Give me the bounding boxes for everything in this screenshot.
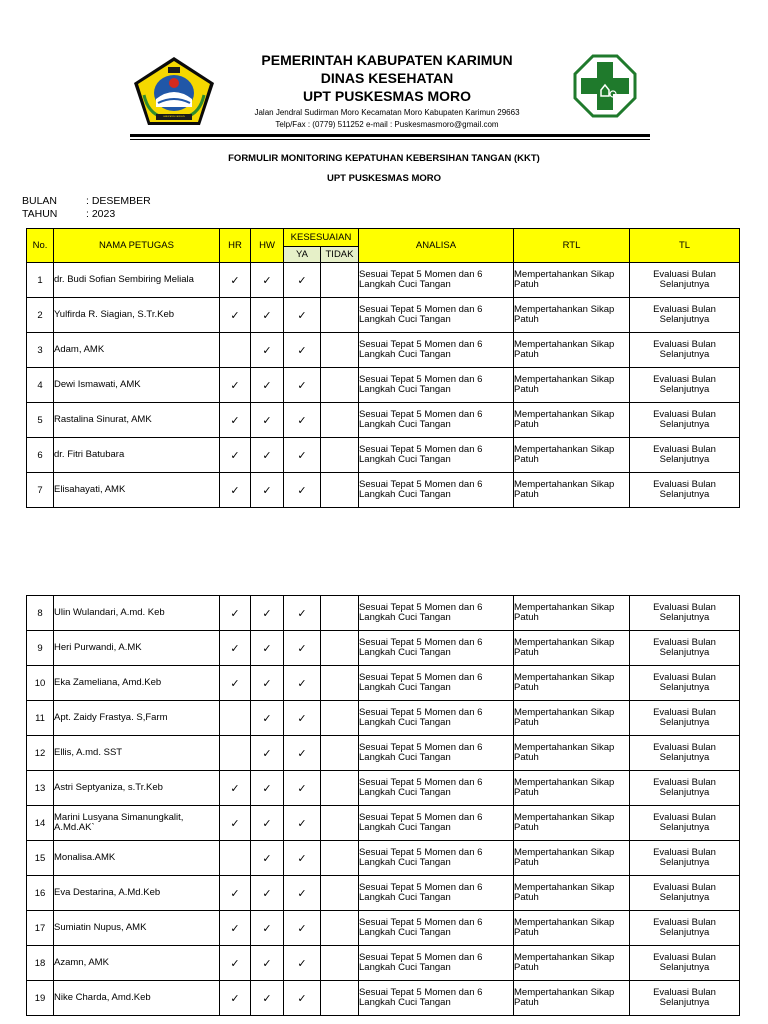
staff-name: Astri Septyaniza, s.Tr.Keb [54,771,220,806]
ya-check: ✓ [284,631,321,666]
tidak-check [321,596,359,631]
tidak-check [321,263,359,298]
rtl-cell: Mempertahankan Sikap Patuh [514,263,630,298]
analisa-cell: Sesuai Tepat 5 Momen dan 6 Langkah Cuci Tangan [359,368,514,403]
row-number: 6 [27,438,54,473]
row-number: 3 [27,333,54,368]
header-institution: UPT PUSKESMAS MORO [302,88,471,104]
rtl-cell: Mempertahankan Sikap Patuh [514,981,630,1016]
col-hr-header: HR [220,229,251,263]
hr-check [220,333,251,368]
tl-cell: Evaluasi Bulan Selanjutnya [630,736,740,771]
analisa-cell: Sesuai Tepat 5 Momen dan 6 Langkah Cuci Tangan [359,666,514,701]
monitoring-table-page-1 [26,228,740,508]
tl-cell: Evaluasi Bulan Selanjutnya [630,841,740,876]
hr-check: ✓ [220,981,251,1016]
hr-check: ✓ [220,876,251,911]
analisa-cell: Sesuai Tepat 5 Momen dan 6 Langkah Cuci Tangan [359,333,514,368]
monitoring-table-page-2 [26,595,740,1016]
col-nama-header: NAMA PETUGAS [54,229,220,263]
tidak-check [321,806,359,841]
analisa-cell: Sesuai Tepat 5 Momen dan 6 Langkah Cuci Tangan [359,806,514,841]
tidak-check [321,911,359,946]
analisa-cell: Sesuai Tepat 5 Momen dan 6 Langkah Cuci Tangan [359,876,514,911]
row-number: 18 [27,946,54,981]
tl-cell: Evaluasi Bulan Selanjutnya [630,368,740,403]
col-kesesuaian-header: KESESUAIAN [284,229,359,247]
row-number: 10 [27,666,54,701]
tidak-check [321,666,359,701]
tl-cell: Evaluasi Bulan Selanjutnya [630,946,740,981]
tl-cell: Evaluasi Bulan Selanjutnya [630,666,740,701]
row-number: 9 [27,631,54,666]
hr-check: ✓ [220,263,251,298]
staff-name: Eka Zameliana, Amd.Keb [54,666,220,701]
row-number: 5 [27,403,54,438]
rtl-cell: Mempertahankan Sikap Patuh [514,631,630,666]
hw-check: ✓ [251,736,284,771]
ya-check: ✓ [284,333,321,368]
staff-name: Monalisa.AMK [54,841,220,876]
tidak-check [321,701,359,736]
form-subtitle: UPT PUSKESMAS MORO [326,173,441,184]
row-number: 17 [27,911,54,946]
col-tidak-header: TIDAK [321,247,359,263]
row-number: 19 [27,981,54,1016]
hr-check: ✓ [220,946,251,981]
header-address: Jalan Jendral Sudirman Moro Kecamatan Moro Kabupaten Karimun 29663 [254,108,520,117]
hr-check: ✓ [220,631,251,666]
bulan-value: : DESEMBER [86,195,151,207]
ya-check: ✓ [284,876,321,911]
rtl-cell: Mempertahankan Sikap Patuh [514,666,630,701]
staff-name: Elisahayati, AMK [54,473,220,508]
header-department: DINAS KESEHATAN [320,70,454,86]
hw-check: ✓ [251,403,284,438]
analisa-cell: Sesuai Tepat 5 Momen dan 6 Langkah Cuci Tangan [359,438,514,473]
hr-check: ✓ [220,806,251,841]
row-number: 2 [27,298,54,333]
hr-check: ✓ [220,911,251,946]
row-number: 8 [27,596,54,631]
hr-check: ✓ [220,438,251,473]
analisa-cell: Sesuai Tepat 5 Momen dan 6 Langkah Cuci Tangan [359,473,514,508]
analisa-cell: Sesuai Tepat 5 Momen dan 6 Langkah Cuci Tangan [359,701,514,736]
staff-name: Adam, AMK [54,333,220,368]
rtl-cell: Mempertahankan Sikap Patuh [514,333,630,368]
table-row [27,368,740,403]
rtl-cell: Mempertahankan Sikap Patuh [514,911,630,946]
tahun-label: TAHUN [22,208,58,220]
tidak-check [321,876,359,911]
table-row [27,473,740,508]
letterhead-rule-thin [130,139,650,140]
analisa-cell: Sesuai Tepat 5 Momen dan 6 Langkah Cuci Tangan [359,771,514,806]
ya-check: ✓ [284,841,321,876]
rtl-cell: Mempertahankan Sikap Patuh [514,298,630,333]
row-number: 14 [27,806,54,841]
analisa-cell: Sesuai Tepat 5 Momen dan 6 Langkah Cuci Tangan [359,946,514,981]
analisa-cell: Sesuai Tepat 5 Momen dan 6 Langkah Cuci Tangan [359,981,514,1016]
hw-check: ✓ [251,631,284,666]
ya-check: ✓ [284,473,321,508]
table-row [27,596,740,631]
rtl-cell: Mempertahankan Sikap Patuh [514,946,630,981]
staff-name: Rastalina Sinurat, AMK [54,403,220,438]
table-row [27,438,740,473]
hr-check [220,736,251,771]
tl-cell: Evaluasi Bulan Selanjutnya [630,876,740,911]
ya-check: ✓ [284,403,321,438]
tidak-check [321,473,359,508]
rtl-cell: Mempertahankan Sikap Patuh [514,596,630,631]
staff-name: Sumiatin Nupus, AMK [54,911,220,946]
ya-check: ✓ [284,771,321,806]
ya-check: ✓ [284,806,321,841]
analisa-cell: Sesuai Tepat 5 Momen dan 6 Langkah Cuci Tangan [359,911,514,946]
row-number: 7 [27,473,54,508]
hr-check: ✓ [220,298,251,333]
hr-check: ✓ [220,473,251,508]
header-government: PEMERINTAH KABUPATEN KARIMUN [261,52,513,68]
row-number: 16 [27,876,54,911]
row-number: 12 [27,736,54,771]
tidak-check [321,403,359,438]
tl-cell: Evaluasi Bulan Selanjutnya [630,981,740,1016]
staff-name: Marini Lusyana Simanungkalit, A.Md.AK` [54,806,220,841]
table-row [27,298,740,333]
row-number: 13 [27,771,54,806]
analisa-cell: Sesuai Tepat 5 Momen dan 6 Langkah Cuci Tangan [359,841,514,876]
bulan-label: BULAN [22,195,58,207]
tidak-check [321,981,359,1016]
hr-check: ✓ [220,771,251,806]
tl-cell: Evaluasi Bulan Selanjutnya [630,333,740,368]
hr-check [220,701,251,736]
ya-check: ✓ [284,298,321,333]
staff-name: Apt. Zaidy Frastya. S,Farm [54,701,220,736]
table-row [27,666,740,701]
tidak-check [321,631,359,666]
ya-check: ✓ [284,981,321,1016]
hw-check: ✓ [251,946,284,981]
analisa-cell: Sesuai Tepat 5 Momen dan 6 Langkah Cuci Tangan [359,263,514,298]
hw-check: ✓ [251,911,284,946]
analisa-cell: Sesuai Tepat 5 Momen dan 6 Langkah Cuci Tangan [359,736,514,771]
ya-check: ✓ [284,911,321,946]
hw-check: ✓ [251,438,284,473]
ya-check: ✓ [284,368,321,403]
col-analisa-header: ANALISA [359,229,514,263]
header-contact: Telp/Fax : (0779) 511252 e-mail : Puskesmasmoro@gmail.com [275,120,499,129]
staff-name: dr. Fitri Batubara [54,438,220,473]
hr-check [220,841,251,876]
hr-check: ✓ [220,403,251,438]
tl-cell: Evaluasi Bulan Selanjutnya [630,438,740,473]
table-row [27,806,740,841]
col-no-header: No. [27,229,54,263]
hw-check: ✓ [251,701,284,736]
hw-check: ✓ [251,263,284,298]
hw-check: ✓ [251,981,284,1016]
tidak-check [321,946,359,981]
left-logo-caption: KABUPATEN KARIMUN [163,116,185,118]
staff-name: Nike Charda, Amd.Keb [54,981,220,1016]
tl-cell: Evaluasi Bulan Selanjutnya [630,596,740,631]
hw-check: ✓ [251,473,284,508]
rtl-cell: Mempertahankan Sikap Patuh [514,368,630,403]
analisa-cell: Sesuai Tepat 5 Momen dan 6 Langkah Cuci Tangan [359,403,514,438]
tidak-check [321,333,359,368]
ya-check: ✓ [284,438,321,473]
staff-name: Azamn, AMK [54,946,220,981]
table-row [27,701,740,736]
table-row [27,876,740,911]
hw-check: ✓ [251,368,284,403]
tl-cell: Evaluasi Bulan Selanjutnya [630,631,740,666]
ya-check: ✓ [284,666,321,701]
tl-cell: Evaluasi Bulan Selanjutnya [630,806,740,841]
staff-name: dr. Budi Sofian Sembiring Meliala [54,263,220,298]
staff-name: Ulin Wulandari, A.md. Keb [54,596,220,631]
table-row [27,911,740,946]
form-title: FORMULIR MONITORING KEPATUHAN KEBERSIHAN TANGAN (KKT) [228,153,540,164]
tl-cell: Evaluasi Bulan Selanjutnya [630,298,740,333]
hw-check: ✓ [251,771,284,806]
tl-cell: Evaluasi Bulan Selanjutnya [630,403,740,438]
staff-name: Yulfirda R. Siagian, S.Tr.Keb [54,298,220,333]
tl-cell: Evaluasi Bulan Selanjutnya [630,473,740,508]
hw-check: ✓ [251,666,284,701]
rtl-cell: Mempertahankan Sikap Patuh [514,841,630,876]
tidak-check [321,368,359,403]
col-tl-header: TL [630,229,740,263]
table-row [27,736,740,771]
rtl-cell: Mempertahankan Sikap Patuh [514,736,630,771]
row-number: 1 [27,263,54,298]
rtl-cell: Mempertahankan Sikap Patuh [514,806,630,841]
ya-check: ✓ [284,701,321,736]
staff-name: Dewi Ismawati, AMK [54,368,220,403]
table-row [27,946,740,981]
hr-check: ✓ [220,666,251,701]
table-row [27,771,740,806]
table-row [27,333,740,368]
hw-check: ✓ [251,876,284,911]
row-number: 15 [27,841,54,876]
analisa-cell: Sesuai Tepat 5 Momen dan 6 Langkah Cuci Tangan [359,298,514,333]
tl-cell: Evaluasi Bulan Selanjutnya [630,911,740,946]
hw-check: ✓ [251,806,284,841]
analisa-cell: Sesuai Tepat 5 Momen dan 6 Langkah Cuci Tangan [359,596,514,631]
rtl-cell: Mempertahankan Sikap Patuh [514,403,630,438]
row-number: 4 [27,368,54,403]
row-number: 11 [27,701,54,736]
col-ya-header: YA [284,247,321,263]
ya-check: ✓ [284,946,321,981]
ya-check: ✓ [284,596,321,631]
col-rtl-header: RTL [514,229,630,263]
letterhead-rule-thick [130,134,650,137]
tl-cell: Evaluasi Bulan Selanjutnya [630,701,740,736]
col-hw-header: HW [251,229,284,263]
tidak-check [321,771,359,806]
table-row [27,981,740,1016]
hr-check: ✓ [220,368,251,403]
table-row [27,263,740,298]
hw-check: ✓ [251,841,284,876]
table-row [27,841,740,876]
tl-cell: Evaluasi Bulan Selanjutnya [630,263,740,298]
table-row [27,631,740,666]
ya-check: ✓ [284,263,321,298]
hw-check: ✓ [251,298,284,333]
rtl-cell: Mempertahankan Sikap Patuh [514,771,630,806]
hr-check: ✓ [220,596,251,631]
hw-check: ✓ [251,596,284,631]
tahun-value: : 2023 [86,208,116,220]
tidak-check [321,438,359,473]
analisa-cell: Sesuai Tepat 5 Momen dan 6 Langkah Cuci Tangan [359,631,514,666]
rtl-cell: Mempertahankan Sikap Patuh [514,876,630,911]
hw-check: ✓ [251,333,284,368]
rtl-cell: Mempertahankan Sikap Patuh [514,473,630,508]
ya-check: ✓ [284,736,321,771]
rtl-cell: Mempertahankan Sikap Patuh [514,701,630,736]
tidak-check [321,841,359,876]
staff-name: Ellis, A.md. SST [54,736,220,771]
puskesmas-logo [573,54,637,118]
table-row [27,403,740,438]
tidak-check [321,736,359,771]
staff-name: Eva Destarina, A.Md.Keb [54,876,220,911]
tidak-check [321,298,359,333]
tl-cell: Evaluasi Bulan Selanjutnya [630,771,740,806]
rtl-cell: Mempertahankan Sikap Patuh [514,438,630,473]
staff-name: Heri Purwandi, A.MK [54,631,220,666]
